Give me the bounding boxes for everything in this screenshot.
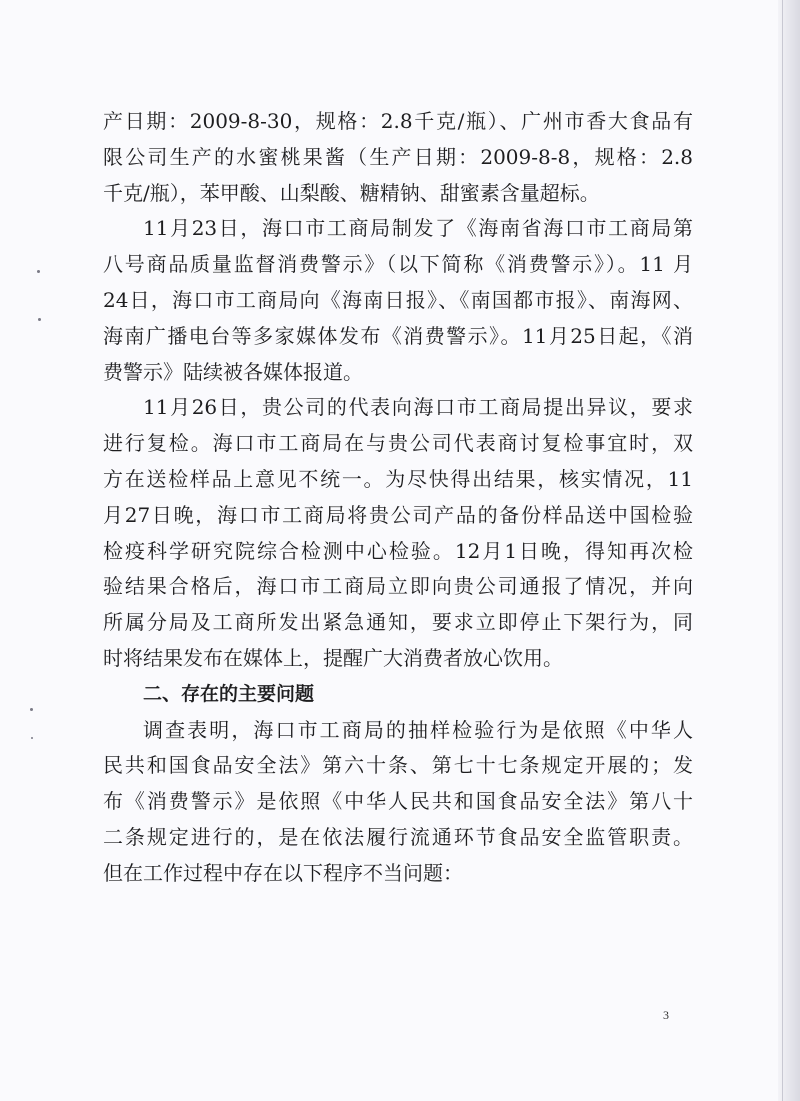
text-line: 验结果合格后，海口市工商局立即向贵公司通报了情况，并向 xyxy=(103,574,693,599)
text-line: 费警示》陆续被各媒体报道。 xyxy=(103,359,363,384)
text-line: 限公司生产的水蜜桃果酱（生产日期：2009-8-8，规格：2.8 xyxy=(103,144,693,169)
text-line: 方在送检样品上意见不统一。为尽快得出结果，核实情况，11 xyxy=(103,466,693,491)
text-line: 民共和国食品安全法》第六十条、第七十七条规定开展的；发 xyxy=(103,753,693,778)
page-number: 3 xyxy=(663,1008,669,1022)
text-line: 八号商品质量监督消费警示》（以下简称《消费警示》）。11 月 xyxy=(103,252,693,277)
text-line: 海南广播电台等多家媒体发布《消费警示》。11月25日起，《消 xyxy=(103,323,693,348)
text-line: 产日期：2009-8-30，规格：2.8千克/瓶）、广州市香大食品有 xyxy=(103,109,693,133)
text-line: 二条规定进行的，是在依法履行流通环节食品安全监管职责。 xyxy=(103,824,693,849)
text-line: 但在工作过程中存在以下程序不当问题： xyxy=(103,860,463,885)
paragraph-start-line: 调查表明，海口市工商局的抽样检验行为是依照《中华人 xyxy=(143,717,693,742)
text-line: 24日，海口市工商局向《海南日报》、《南国都市报》、南海网、 xyxy=(103,287,693,312)
scan-speck xyxy=(30,708,33,711)
paragraph-start-line: 11月23日，海口市工商局制发了《海南省海口市工商局第 xyxy=(143,216,693,241)
text-line: 布《消费警示》是依照《中华人民共和国食品安全法》第八十 xyxy=(103,789,693,814)
scan-border xyxy=(778,0,800,1101)
text-line: 时将结果发布在媒体上，提醒广大消费者放心饮用。 xyxy=(103,645,563,670)
scan-speck xyxy=(38,318,41,321)
section-heading: 二、存在的主要问题 xyxy=(143,682,315,705)
scan-speck xyxy=(37,270,40,273)
text-line: 所属分局及工商所发出紧急通知，要求立即停止下架行为，同 xyxy=(103,610,693,635)
text-line: 月27日晚，海口市工商局将贵公司产品的备份样品送中国检验 xyxy=(103,502,693,527)
scan-speck xyxy=(31,737,33,739)
text-line: 进行复检。海口市工商局在与贵公司代表商讨复检事宜时，双 xyxy=(103,431,693,456)
document-body xyxy=(103,104,693,892)
text-line: 千克/瓶），苯甲酸、山梨酸、糖精钠、甜蜜素含量超标。 xyxy=(103,180,600,205)
text-line: 检疫科学研究院综合检测中心检验。12月1日晚，得知再次检 xyxy=(103,538,693,563)
paragraph-start-line: 11月26日，贵公司的代表向海口市工商局提出异议，要求 xyxy=(143,395,693,420)
